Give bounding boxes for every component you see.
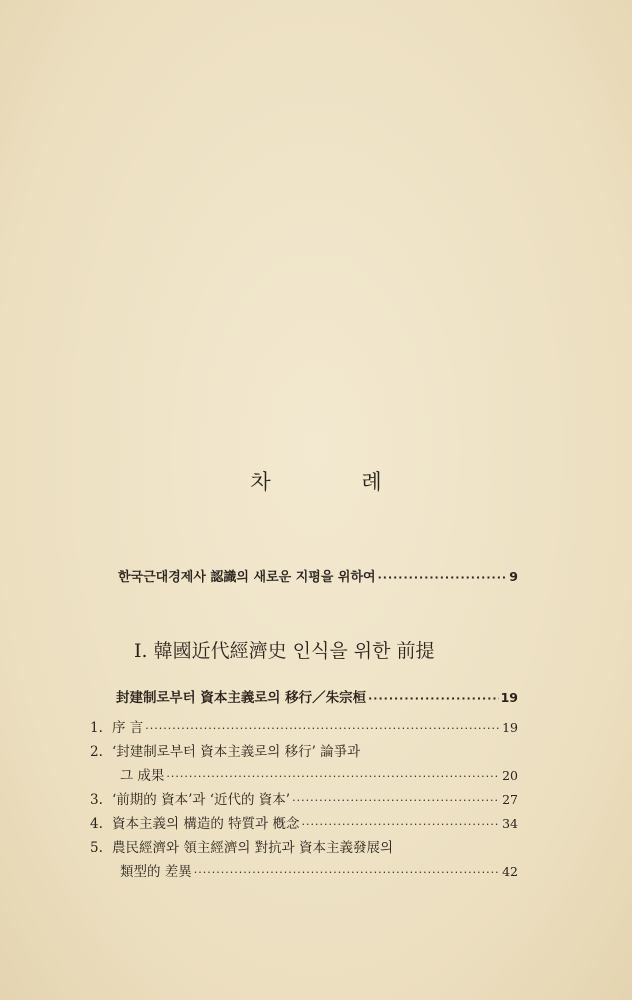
entry-page-number: 19 [502, 720, 518, 735]
leader-dots [292, 794, 500, 807]
preface-text: 한국근대경제사 認識의 새로운 지평을 위하여 [118, 570, 376, 585]
entry-text: 序 言 [112, 720, 144, 736]
entry-text: 農民經濟와 領主經濟의 對抗과 資本主義發展의 [112, 840, 394, 856]
toc-entry-continuation[interactable] [90, 764, 518, 788]
leader-dots [145, 722, 500, 735]
toc-entry[interactable] [90, 812, 518, 836]
entry-text: 類型的 差異 [120, 864, 192, 880]
leader-dots [368, 692, 498, 705]
entry-page-number: 42 [502, 864, 518, 879]
leader-dots [378, 571, 508, 584]
toc-entry[interactable] [90, 836, 518, 860]
entry-text: ‘封建制로부터 資本主義로의 移行’ 論爭과 [112, 744, 361, 760]
toc-entry[interactable] [90, 740, 518, 764]
entry-page-number: 27 [502, 792, 518, 807]
entry-number: 4. [90, 816, 103, 832]
toc-chapter-entry[interactable] [116, 686, 518, 706]
chapter-text: 封建制로부터 資本主義로의 移行／朱宗桓 [116, 690, 367, 706]
entry-number: 1. [90, 720, 103, 736]
entry-number: 2. [90, 744, 103, 760]
part-heading: I. 韓國近代經濟史 인식을 위한 前提 [134, 640, 435, 662]
leader-dots [166, 770, 500, 783]
entry-page-number: 34 [502, 816, 518, 831]
toc-entry[interactable] [90, 788, 518, 812]
entry-number: 3. [90, 792, 103, 808]
entry-text: ‘前期的 資本’과 ‘近代的 資本’ [112, 792, 291, 808]
toc-title: 차 례 [250, 470, 424, 494]
preface-page-number: 9 [509, 569, 518, 584]
toc-entry[interactable] [90, 716, 518, 740]
toc-entry-continuation[interactable] [90, 860, 518, 884]
chapter-page-number: 19 [500, 690, 518, 705]
leader-dots [194, 866, 500, 879]
entry-text: 資本主義의 構造的 特質과 槪念 [112, 816, 300, 832]
entry-page-number: 20 [502, 768, 518, 783]
entry-number: 5. [90, 840, 103, 856]
entry-text: 그 成果 [120, 768, 165, 784]
leader-dots [301, 818, 500, 831]
toc-entry-list [90, 716, 518, 884]
toc-preface-entry[interactable] [118, 566, 518, 585]
